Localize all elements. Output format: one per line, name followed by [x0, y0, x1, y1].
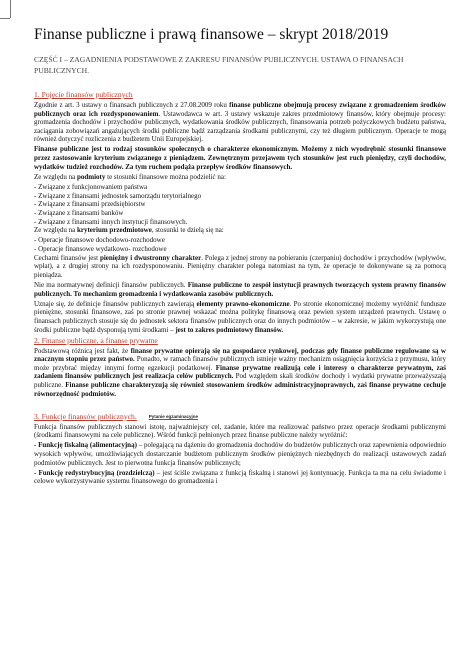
bold-text: Finanse publiczne to zespół instytucji prawnych tworzących system prawny finansów publicznych. To mechanizm gromadzenia i wydatkowania zasobów publicznych. — [34, 281, 446, 298]
section-heading-3 — [34, 412, 446, 421]
list-item: - Związane z finansami jednostek samorządu terytorialnego — [34, 191, 202, 200]
text: Ze względu na — [34, 226, 77, 235]
text: Cechami finansów jest — [34, 253, 100, 262]
text: Uznaje się, że definicje finansów publicznych zawierają — [34, 299, 197, 308]
text: . Polega z jednej strony na pobieraniu (czerpaniu) dochodów i przychodów (wpływów, wpłat), a z drugiej strony na ich rozdysponowaniu. Pieniężny charakter polega natomiast na tym, że operacje te dokonywane są za pomocą pieniądza. — [34, 253, 446, 280]
section-heading-label: 2. Finanse publiczne, a finanse prywatne — [34, 335, 158, 345]
list-item: - Związane z funkcjonowaniem państwa — [34, 182, 148, 191]
part-heading: CZĘŚĆ I – ZAGADNIENIA PODSTAWOWE Z ZAKRESU FINANSÓW PUBLICZNYCH. USTAWA O FINANSACH PUBLICZNYCH. — [34, 55, 404, 75]
list-item: - Operacje finansowe wydatkowo- rozchodowe — [34, 245, 167, 254]
bold-text: jest to zakres podmiotowy finansów. — [175, 325, 284, 334]
bold-text: podmioty — [76, 172, 106, 181]
list-operations — [34, 236, 446, 253]
paragraph — [34, 254, 446, 280]
section-heading-1 — [34, 90, 446, 99]
section-heading-label: 3. Funkcje finansów publicznych. — [34, 411, 137, 421]
paragraph — [34, 347, 446, 399]
text: , stosunki te dzielą się na: — [151, 226, 224, 235]
bold-text: - Funkcję redystrybucyjną (rozdzielczą) — [34, 468, 155, 477]
paragraph — [34, 469, 446, 486]
bold-text: kryterium przedmiotowe — [76, 226, 152, 235]
text: Podstawową różnicą jest fakt, że — [34, 346, 131, 355]
document-body — [34, 22, 446, 487]
paragraph — [34, 281, 446, 298]
bold-text: Finanse prywatne realizują cele i interesy o charakterze prywatnym, zaś zadaniem finansów publicznych jest realizacja celów publicznych. — [34, 363, 446, 381]
list-item: - Związane z finansami przedsiębiorstw — [34, 200, 146, 209]
bold-text: Finanse publiczne charakteryzują się również stosowaniem środków administracyjnoprawnych, zaś finanse prywatne cechuje równorzędność podmiotów. — [34, 381, 446, 398]
document-title: Finanse publiczne i prawą finansowe – skrypt 2018/2019 — [34, 26, 389, 43]
list-subjects — [34, 183, 446, 227]
text: Zgodnie z art. 3 ustawy o finansach publicznych z 27.08.2009 roku — [34, 101, 230, 109]
bold-text: finanse prywatne opierają się na gospodarce rynkowej, podczas gdy finanse publiczne regulowane są w znacznym stopniu przez państwo. — [34, 346, 446, 364]
list-item: - Związane z finansami innych instytucji finansowych. — [34, 217, 188, 226]
paragraph — [34, 101, 446, 144]
paragraph — [34, 173, 446, 182]
text: Nie ma normatywnej definicji finansów publicznych. — [34, 281, 188, 290]
paragraph: Funkcja finansów publicznych stanowi istotę, najważniejszy cel, zadanie, które ma realizować państwo przez operacje środkami publicznymi (środkami finansowymi na cele publiczne). Wśród funkcji pełnionych przez finanse publiczne należy wyróżnić: — [34, 422, 446, 440]
crop-mark — [10, 0, 11, 18]
text: Pod względem skali środków dochody i wydatki prywatne przeważyszają publiczne. — [34, 372, 446, 390]
list-item: - Operacje finansowe dochodowo-rozchodowe — [34, 236, 165, 245]
exam-question-badge: Pytanie egzaminacyjne — [148, 413, 198, 419]
paragraph — [34, 226, 446, 235]
crop-mark — [0, 18, 10, 19]
bold-text: elementy prawno-ekonomiczne — [196, 299, 290, 308]
paragraph — [34, 300, 446, 334]
text: te stosunki finansowe można podzielić na: — [105, 172, 226, 181]
section-heading-label: 1. Pojęcie finansów publicznych — [34, 90, 133, 99]
text: . Ustawodawca w art. 3 ustawy wskazuje zakres przedmiotowy finansów, który obejmuje procesy: gromadzenia dochodów i przychodów publicznych, wydatkowania środków publicznych, finansowania potrzeb pożyczkowych budżetu państwa, zaciągania zobowiązań angażujących środki publiczne bądź zarządzania środkami publicznymi, czy też długiem publicznym. Operacje te mogą również dotyczyć rozliczenia z budżetem Unii Europejskiej. — [34, 109, 446, 144]
text: Ze względu na — [34, 172, 77, 181]
text: . Po stronie ekonomicznej możemy wyróżnić fundusze pieniężne, stosunki finansowe, zaś po stronie prawnej wskazać można politykę finansową oraz pewien system urządzeń prawnych. Ustawę o finansach publicznych stosuje się do jednostek sektora finansów publicznych oraz do innych podmiotów – w zakresie, w jakim wykorzystują one środki publiczne bądź dysponują tymi środkami – — [34, 299, 447, 334]
bold-text: - Funkcję fiskalną (alimentacyjną) — [34, 441, 137, 450]
section-heading-2 — [34, 336, 446, 345]
list-item: - Związane z finansami banków — [34, 208, 124, 217]
text: – polegającą na dążeniu do gromadzenia dochodów do budżetów publicznych oraz zapewnienia odpowiednio wysokich wpływów, umożliwiających dostarczanie budżetom publicznym środków pieniężnych niezbędnych do realizacji ustawowych zadań podmiotów publicznych. Jest to pierwotna funkcja finansów publicznych; — [34, 441, 447, 467]
bold-text: finanse publiczne obejmują procesy związane z gromadzeniem środków publicznych oraz ich rozdysponowaniem — [34, 101, 446, 118]
text: – jest ściśle związana z funkcją fiskalną i stanowi jej kontynuację. Funkcja ta ma na celu świadome i celowe wykorzystywanie systemu finansowego do gromadzenia i — [34, 468, 446, 486]
bold-text: pieniężny i dwustronny charakter — [99, 253, 202, 262]
paragraph: Finanse publiczne jest to rodzaj stosunków społecznych o charakterze ekonomicznym. Możemy z nich wyodrębnić stosunki finansowe przez zastosowanie kryterium związanego z pieniądzem. Zewnętrznym przejawem tych stosunków jest ruch pieniędzy, czyli dochodów, wydatków tudzież rozchodów. Za tym ruchem podąża przepływ środków finansowych. — [34, 145, 446, 171]
text: Ponadto, w ramach finansów publicznych istnieje ważny mechanizm osiągnięcia korzyścia z przymusu, który może przybrać między innymi formę egzekucji podatkowej. — [34, 355, 447, 372]
paragraph — [34, 441, 446, 467]
